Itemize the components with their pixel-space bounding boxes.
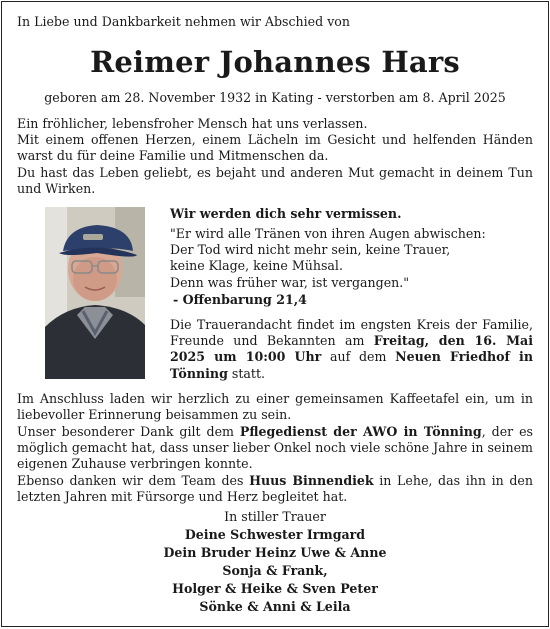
signature-intro: In stiller Trauer [224, 509, 326, 524]
thanks-text [17, 424, 533, 505]
service-text-2: auf dem [321, 349, 396, 365]
tribute-line: Du hast das Leben geliebt, es bejaht und anderen Mut gemacht in deinem Tun und Wirken. [17, 164, 533, 196]
coffee-invitation: Im Anschluss laden wir herzlich zu einer gemeinsamen Kaffeetafel ein, um in liebevoller Erinnerung beisammen zu sein. [17, 391, 533, 423]
service-text-1: Die Trauerandacht findet im engsten Kreis der Familie, Freunde und Bekannten am [170, 317, 533, 349]
tribute-line: Ein fröhlicher, lebensfroher Mensch hat uns verlassen. [17, 116, 368, 131]
signature-line: Dein Bruder Heinz Uwe & Anne [163, 545, 387, 560]
quote-line: Denn was früher war, ist vergangen." [170, 274, 410, 290]
service-place: Neuen Friedhof in Tönning [170, 349, 533, 381]
signature-line: Holger & Heike & Sven Peter [172, 581, 378, 596]
quote-source: - Offenbarung 21,4 [173, 292, 307, 307]
quote-line: keine Klage, keine Mühsal. [170, 258, 343, 274]
thanks-text-3: Ebenso danken wir dem Team des [17, 472, 250, 488]
tribute-text [17, 116, 533, 197]
life-dates: geboren am 28. November 1932 in Kating - verstorben am 8. April 2025 [44, 90, 506, 105]
signature-line: Deine Schwester Irmgard [184, 527, 366, 542]
thanks-org-awo: Pflegedienst der AWO in Tönning [239, 424, 482, 439]
service-date: Freitag, den 16. Mai 2025 um 10:00 Uhr [170, 333, 534, 365]
bible-quote [170, 226, 533, 291]
portrait-photo [45, 207, 145, 379]
thanks-org-binnendiek: Huus Binnendiek [249, 472, 374, 488]
signature-list [2, 526, 548, 616]
quote-line: Der Tod wird nicht mehr sein, keine Trauer, [170, 242, 451, 258]
tribute-line: Mit einem offenen Herzen, einem Lächeln im Gesicht und helfenden Händen warst du für deine Familie und Mitmenschen da. [17, 132, 533, 164]
service-text-3: statt. [227, 365, 266, 381]
quote-line: "Er wird alle Tränen von ihren Augen abwischen: [170, 226, 486, 241]
signature-line: Sonja & Frank, [222, 563, 328, 578]
miss-heading: Wir werden dich sehr vermissen. [170, 206, 402, 221]
signature-line: Sönke & Anni & Leila [199, 599, 351, 614]
intro-line: In Liebe und Dankbarkeit nehmen wir Abschied von [17, 14, 351, 29]
thanks-text-1: Unser besonderer Dank gilt dem [17, 424, 240, 439]
thanks-text-2: , der es möglich gemacht hat, dass unser lieber Onkel noch viele schöne Jahre in seinem eigenen Zuhause verbringen konnte. [17, 424, 533, 472]
service-details [170, 317, 533, 382]
obituary-notice [1, 1, 549, 627]
deceased-name: Reimer Johannes Hars [90, 45, 460, 79]
portrait-illustration [45, 207, 145, 379]
thanks-text-4: in Lehe, das ihn in den letzten Jahren mit Fürsorge und Herz begleitet hat. [17, 472, 533, 504]
